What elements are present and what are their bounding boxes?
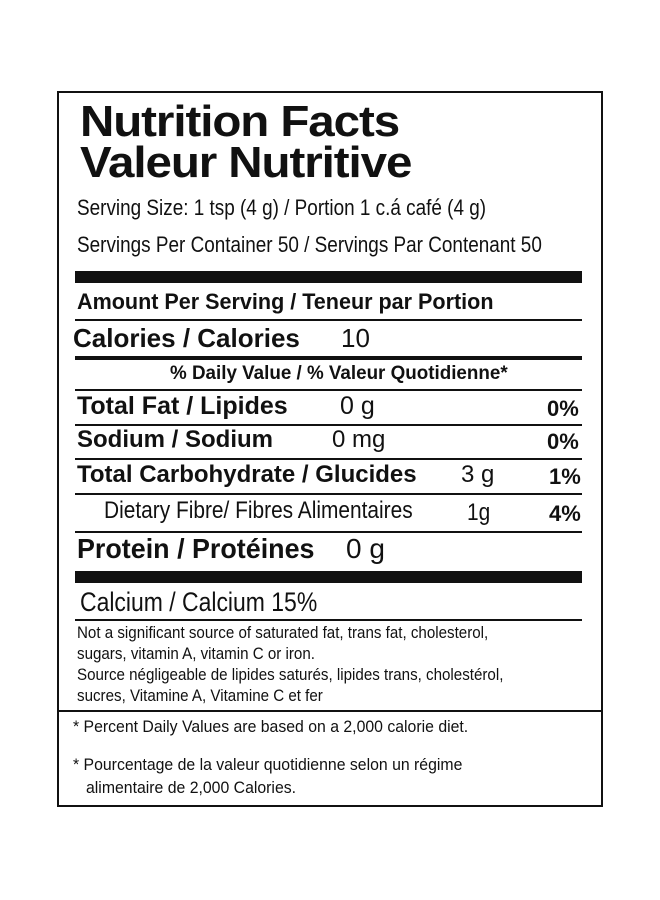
- protein-amount: 0 g: [346, 533, 385, 564]
- dietary-fibre-amount: 1g: [467, 499, 491, 526]
- title-english: Nutrition Facts: [80, 97, 400, 146]
- divider: [75, 356, 582, 360]
- divider: [75, 389, 582, 391]
- sodium-dv: 0%: [547, 429, 579, 454]
- total-fat-amount: 0 g: [340, 392, 375, 420]
- total-carbohydrate-label: Total Carbohydrate / Glucides: [77, 461, 417, 488]
- not-significant-en-line1: Not a significant source of saturated fat, trans fat, cholesterol,: [77, 623, 489, 642]
- serving-size: Serving Size: 1 tsp (4 g) / Portion 1 c.á café (4 g): [77, 195, 487, 220]
- dietary-fibre-label: Dietary Fibre/ Fibres Alimentaires: [104, 497, 413, 524]
- daily-value-header: % Daily Value / % Valeur Quotidienne*: [170, 363, 508, 384]
- servings-per-container: Servings Per Container 50 / Servings Par Contenant 50: [77, 232, 542, 257]
- footnote-french-line1: * Pourcentage de la valeur quotidienne selon un régime: [73, 755, 463, 774]
- divider: [59, 710, 601, 712]
- total-carbohydrate-dv: 1%: [549, 464, 581, 489]
- calories-label: Calories / Calories: [73, 323, 300, 353]
- dietary-fibre-dv: 4%: [549, 501, 581, 526]
- total-fat-label: Total Fat / Lipides: [77, 392, 288, 420]
- not-significant-en-line2: sugars, vitamin A, vitamin C or iron.: [77, 644, 315, 663]
- not-significant-fr-line1: Source négligeable de lipides saturés, lipides trans, cholestérol,: [77, 665, 504, 684]
- total-fat-dv: 0%: [547, 396, 579, 421]
- thick-divider: [75, 571, 582, 583]
- divider: [75, 619, 582, 621]
- footnote-french-line2: alimentaire de 2,000 Calories.: [86, 778, 297, 797]
- not-significant-fr-line2: sucres, Vitamine A, Vitamine C et fer: [77, 686, 323, 705]
- total-carbohydrate-amount: 3 g: [461, 461, 495, 488]
- divider: [75, 493, 582, 495]
- sodium-label: Sodium / Sodium: [77, 426, 273, 453]
- thick-divider: [75, 271, 582, 283]
- calcium: Calcium / Calcium 15%: [80, 587, 318, 617]
- title-french: Valeur Nutritive: [80, 138, 412, 187]
- amount-per-serving: Amount Per Serving / Teneur par Portion: [77, 289, 494, 314]
- divider: [75, 458, 582, 460]
- divider: [75, 319, 582, 321]
- sodium-amount: 0 mg: [332, 426, 386, 453]
- calories-value: 10: [341, 323, 370, 353]
- protein-label: Protein / Protéines: [77, 533, 315, 564]
- footnote-english: * Percent Daily Values are based on a 2,000 calorie diet.: [73, 717, 469, 736]
